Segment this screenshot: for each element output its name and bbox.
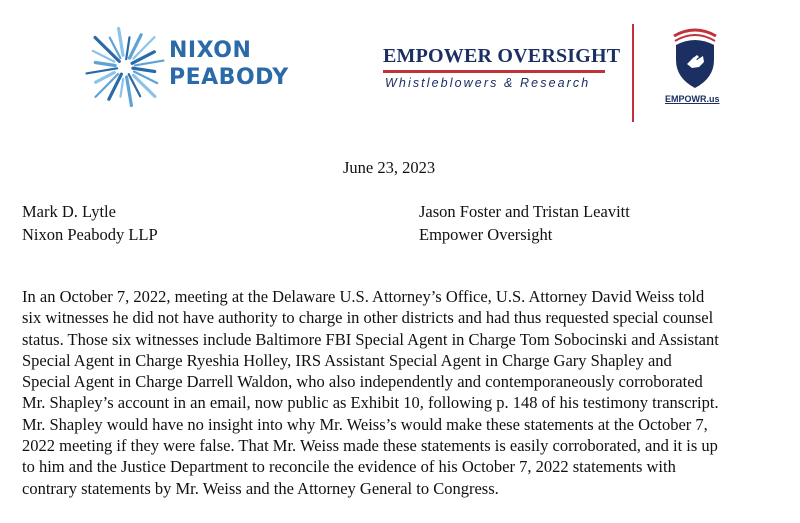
paragraph-line: Special Agent in Charge Ryeshia Holley, IRS Assistant Special Agent in Charge Gary Shapley and: [22, 350, 672, 370]
starburst-ray: [130, 35, 142, 58]
starburst-ray: [127, 77, 132, 106]
empower-tagline: Whistleblowers & Research: [385, 76, 591, 90]
paragraph-line: to him and the Justice Department to reconcile the evidence of his October 7, 2022 statements with: [22, 457, 676, 477]
empower-url: EMPOWR.us: [665, 94, 720, 104]
paragraph-line: six witnesses he did not have authority to charge in other districts and had thus requested special counsel: [22, 308, 714, 328]
starburst-ray: [121, 79, 124, 97]
logo-divider: [632, 24, 634, 122]
sender-org: Nixon Peabody LLP: [22, 225, 158, 244]
starburst-ray: [119, 29, 123, 56]
paragraph-line: 2022 meeting if they were false. That Mr. Weiss made these statements is easily corroborated, and it is up: [22, 436, 718, 456]
paragraph-line: Mr. Shapley’s account in an email, now public as Exhibit 10, following p. 148 of his testimony transcript.: [22, 393, 719, 413]
starburst-ray: [134, 75, 155, 96]
starburst-ray: [95, 63, 115, 66]
empower-shield-icon: [670, 26, 720, 90]
empower-title-underline: [383, 70, 605, 73]
peabody-word: PEABODY: [169, 65, 289, 90]
recipient-name: Jason Foster and Tristan Leavitt: [419, 202, 630, 221]
paragraph-line: contrary statements by Mr. Weiss and the Attorney General to Congress.: [22, 478, 499, 498]
paragraph-line: Mr. Shapley would have no insight into why Mr. Weiss’s would make these statements at the October 7,: [22, 414, 708, 434]
sender-block: [22, 200, 158, 246]
nixon-peabody-wordmark: [169, 37, 289, 91]
recipient-org: Empower Oversight: [419, 225, 553, 244]
nixon-word: NIXON: [169, 38, 252, 63]
starburst-ray: [133, 68, 155, 71]
recipient-block: [419, 200, 630, 246]
starburst-icon: [87, 29, 164, 106]
empower-oversight-title: EMPOWER OVERSIGHT: [383, 45, 621, 67]
sender-name: Mark D. Lytle: [22, 202, 116, 221]
body-paragraph: [22, 286, 719, 499]
letter-date: June 23, 2023: [343, 158, 436, 177]
starburst-ray: [133, 37, 154, 58]
paragraph-line: Special Agent in Charge Darrell Waldon, who also independently and contemporaneously corroborated: [22, 372, 703, 392]
paragraph-line: status. Those six witnesses include Baltimore FBI Special Agent in Charge Tom Sobocinski and Assistant: [22, 329, 719, 349]
paragraph-line: In an October 7, 2022, meeting at the Delaware U.S. Attorney’s Office, U.S. Attorney David Weiss told: [22, 287, 705, 306]
